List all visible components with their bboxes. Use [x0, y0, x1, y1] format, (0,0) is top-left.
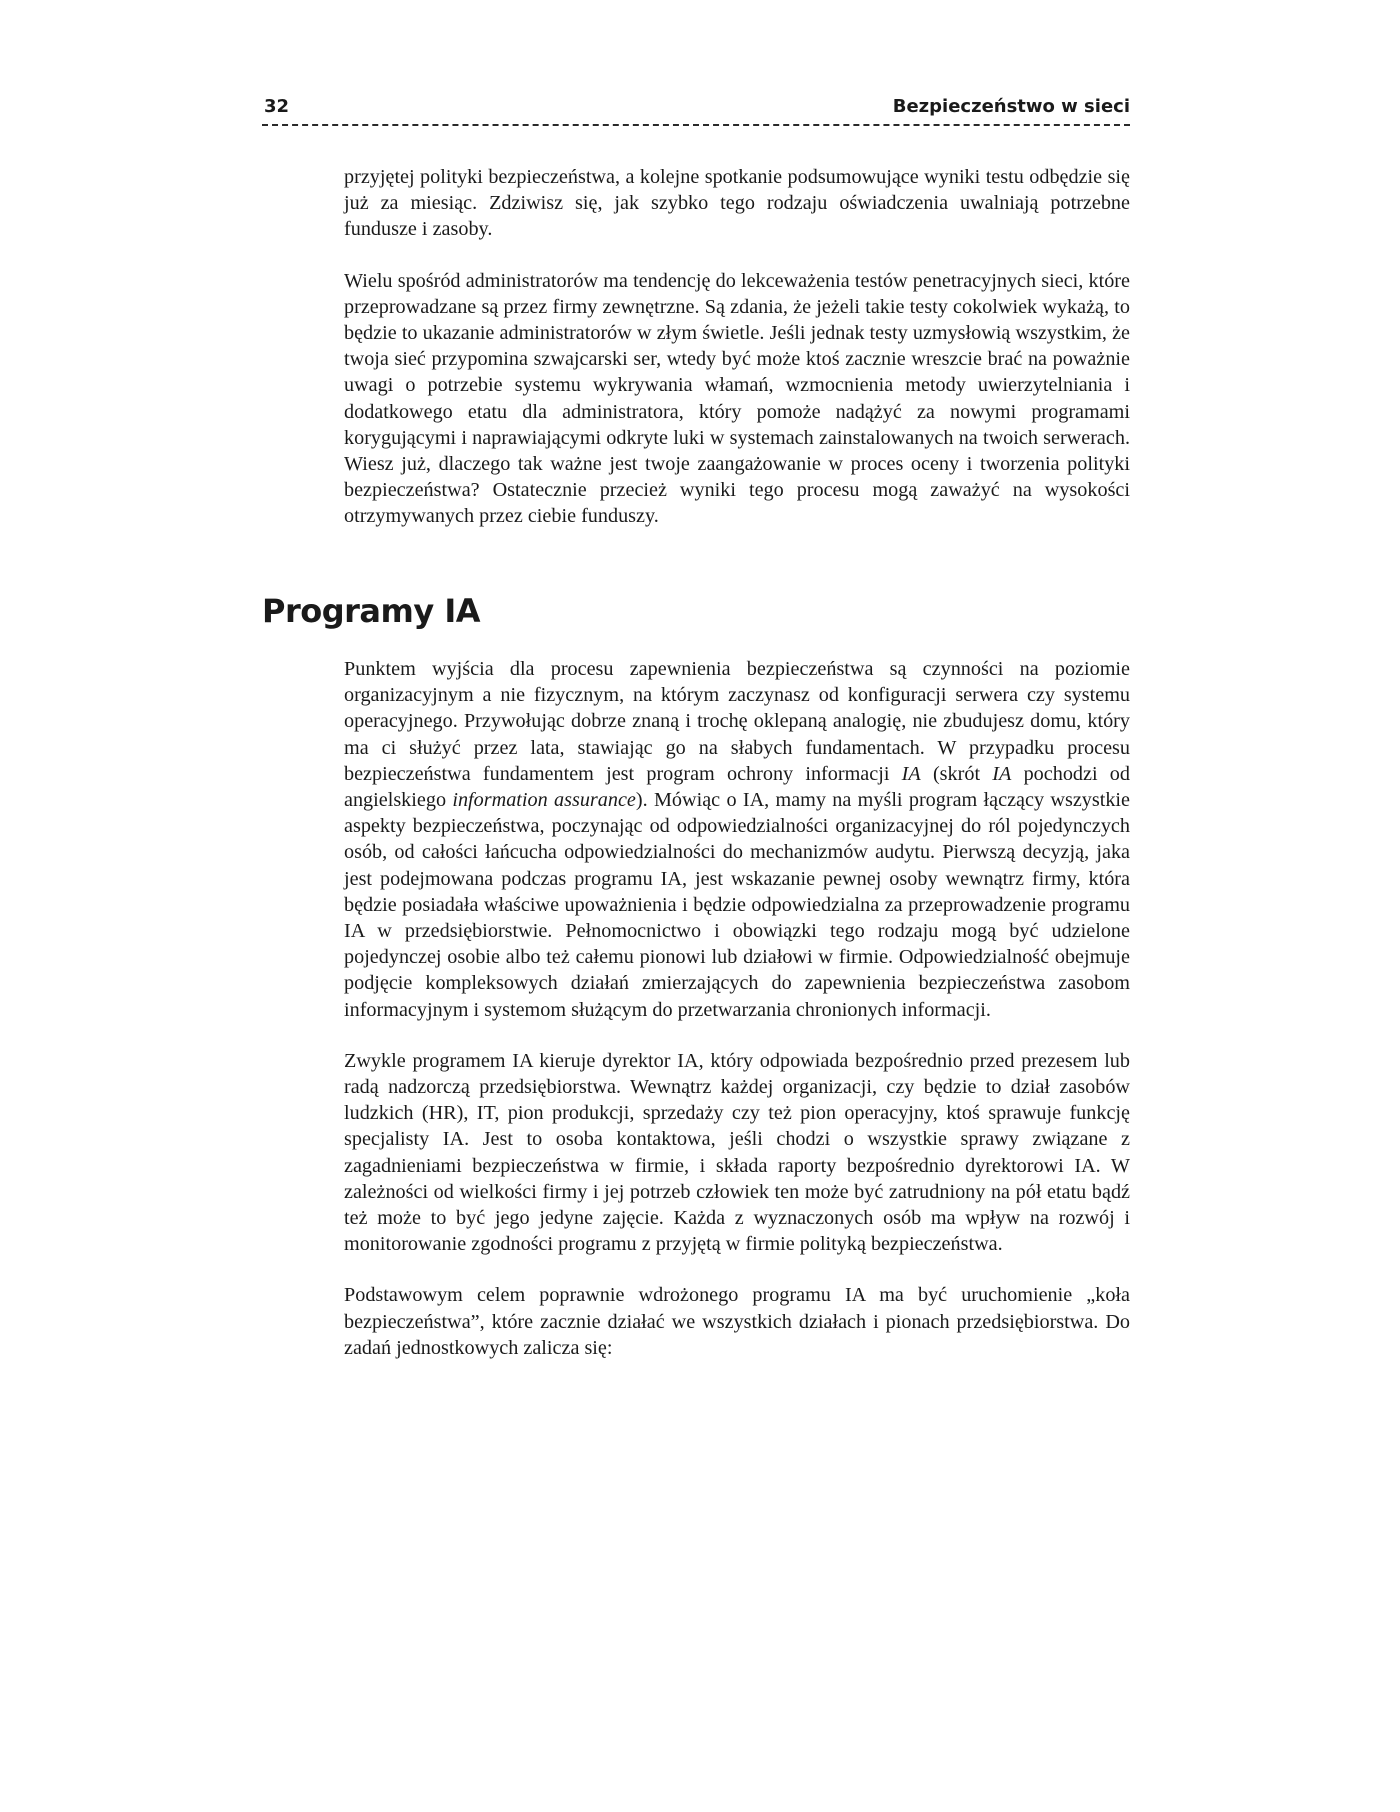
paragraph-security-wheel: Podstawowym celem poprawnie wdrożonego programu IA ma być uruchomienie „koła bezpieczeństwa”, które zacznie działać we wszystkich działach i pionach przedsiębiorstwa. Do zadań jednostkowych zalicza się:	[344, 1284, 1130, 1359]
text-run: (skrót	[920, 762, 993, 785]
section-heading: Programy IA	[262, 592, 481, 630]
italic-abbreviation: IA	[992, 762, 1012, 785]
running-header	[262, 96, 1130, 124]
paragraph-penetration-tests: Wielu spośród administratorów ma tendencję do lekceważenia testów penetracyjnych sieci, które przeprowadzane są przez firmy zewnętrzne. Są zdania, że jeżeli takie testy cokolwiek wykażą, to będzie to ukazanie administratorów w złym świetle. Jeśli jednak testy uzmysłowią wszystkim, że twoja sieć przypomina szwajcarski ser, wtedy być może ktoś zacznie wreszcie brać na poważnie uwagi o potrzebie systemu wykrywania włamań, wzmocnienia metody uwierzytelniania i dodatkowego etatu dla administratora, który pomoże nadążyć za nowymi programami korygującymi i naprawiającymi odkryte luki w systemach zainstalowanych na twoich serwerach. Wiesz już, dlaczego tak ważne jest twoje zaangażowanie w proces oceny i tworzenia polityki bezpieczeństwa? Ostatecznie przecież wyniki tego procesu mogą zaważyć na wysokości otrzymywanych przez ciebie funduszy.	[344, 269, 1130, 528]
text-run: Punktem wyjścia dla procesu zapewnienia bezpieczeństwa są czynności na poziomie organizacyjnym a nie fizycznym, na którym zaczynasz od konfiguracji serwera czy systemu operacyjnego. Przywołując dobrze znaną i trochę oklepaną analogię, nie zbudujesz domu, który ma ci służyć przez lata, stawiając go na słabych fundamentach. W przypadku procesu bezpieczeństwa fundamentem jest program ochrony informacji	[344, 658, 1130, 785]
text-run: pochodzi od angielskiego	[344, 762, 1130, 812]
italic-abbreviation: IA	[901, 762, 921, 785]
header-divider	[262, 124, 1130, 126]
section-body	[344, 656, 1130, 1386]
italic-term: information assurance	[452, 789, 636, 812]
continued-text	[344, 164, 1130, 555]
running-header-title: Bezpieczeństwo w sieci	[892, 96, 1130, 117]
paragraph-ia-foundation	[344, 656, 1130, 1023]
page-number: 32	[264, 96, 290, 117]
paragraph-continued: przyjętej polityki bezpieczeństwa, a kolejne spotkanie podsumowujące wyniki testu odbędzie się już za miesiąc. Zdziwisz się, jak szybko tego rodzaju oświadczenia uwalniają potrzebne fundusze i zasoby.	[344, 166, 1130, 241]
paragraph-ia-director: Zwykle programem IA kieruje dyrektor IA, który odpowiada bezpośrednio przed prezesem lub radą nadzorczą przedsiębiorstwa. Wewnątrz każdej organizacji, czy będzie to dział zasobów ludzkich (HR), IT, pion produkcji, sprzedaży czy też pion operacyjny, ktoś sprawuje funkcję specjalisty IA. Jest to osoba kontaktowa, jeśli chodzi o wszystkie sprawy związane z zagadnieniami bezpieczeństwa w firmie, i składa raporty bezpośrednio dyrektorowi IA. W zależności od wielkości firmy i jej potrzeb człowiek ten może być zatrudniony na pół etatu bądź też może to być jego jedyne zajęcie. Każda z wyznaczonych osób ma wpływ na rozwój i monitorowanie zgodności programu z przyjętą w firmie polityką bezpieczeństwa.	[344, 1049, 1130, 1256]
text-run: ). Mówiąc o IA, mamy na myśli program łączący wszystkie aspekty bezpieczeństwa, poczynając od odpowiedzialności organizacyjnej do ról pojedynczych osób, od całości łańcucha odpowiedzialności do mechanizmów audytu. Pierwszą decyzją, jaka jest podejmowana podczas programu IA, jest wskazanie pewnej osoby wewnątrz firmy, która będzie posiadała właściwe upoważnienia i będzie odpowiedzialna za przeprowadzenie programu IA w przedsiębiorstwie. Pełnomocnictwo i obowiązki tego rodzaju mogą być udzielone pojedynczej osobie albo też całemu pionowi lub działowi w firmie. Odpowiedzialność obejmuje podjęcie kompleksowych działań zmierzających do zapewnienia bezpieczeństwa zasobom informacyjnym i systemom służącym do przetwarzania chronionych informacji.	[344, 789, 1130, 1021]
